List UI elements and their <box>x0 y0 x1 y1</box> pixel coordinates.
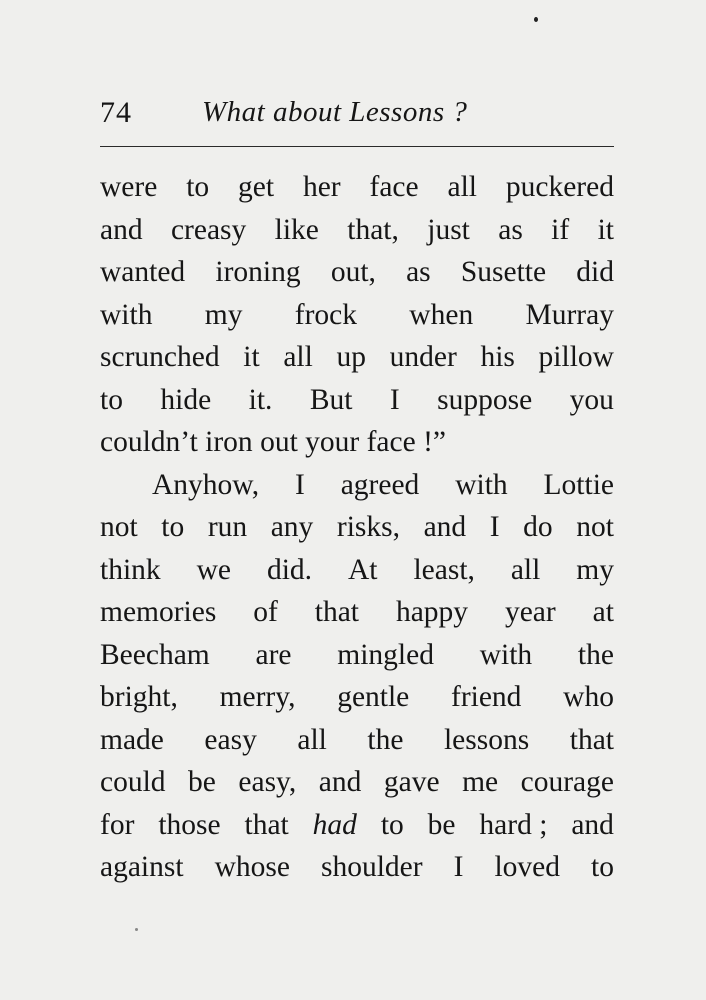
text-line <box>100 761 614 804</box>
word: easy, <box>238 766 297 798</box>
word: to <box>161 511 185 543</box>
word: face <box>369 171 419 203</box>
word: you <box>569 383 614 416</box>
word: those <box>158 808 221 841</box>
emphasis-word: had <box>312 808 357 841</box>
word: But <box>309 383 353 416</box>
word: that, <box>347 213 399 246</box>
word: all <box>510 553 541 586</box>
word: gentle <box>337 681 410 713</box>
word: your <box>305 426 360 458</box>
word: least, <box>413 553 475 586</box>
word: his <box>480 341 515 373</box>
word: that <box>244 808 289 841</box>
word: Lottie <box>543 468 614 501</box>
word: to <box>591 851 614 883</box>
word: and <box>571 808 614 841</box>
word: at <box>592 596 614 628</box>
word: the <box>367 723 404 756</box>
text-line <box>100 719 614 762</box>
word: when <box>409 298 474 331</box>
word: to <box>186 171 210 203</box>
word: think <box>100 553 161 586</box>
word: memories <box>100 596 217 628</box>
word: hide <box>160 383 212 416</box>
word: with <box>479 638 533 671</box>
word: out <box>260 426 298 458</box>
word: it. <box>248 383 273 416</box>
word: all <box>297 723 327 756</box>
word: as <box>406 256 431 288</box>
body-text <box>100 166 614 889</box>
word: to <box>100 383 123 416</box>
word: At <box>348 553 378 586</box>
word: for <box>100 808 135 841</box>
page-number: 74 <box>100 96 132 129</box>
word: merry, <box>219 681 296 713</box>
word: scrunched <box>100 341 220 373</box>
word: puckered <box>505 171 614 203</box>
word: not <box>100 511 138 543</box>
word: friend <box>451 681 522 713</box>
word: suppose <box>437 383 533 416</box>
text-line <box>100 846 614 889</box>
word: I <box>294 468 305 501</box>
word: any <box>270 511 314 543</box>
word: me <box>462 766 499 798</box>
word: her <box>302 171 341 203</box>
word: and <box>423 511 467 543</box>
word: against <box>100 851 184 883</box>
word: with <box>100 298 153 331</box>
text-line <box>100 676 614 719</box>
word: couldn’t <box>100 426 198 458</box>
word: to <box>380 808 404 841</box>
word: the <box>577 638 614 671</box>
text-line <box>100 549 614 592</box>
word: under <box>389 341 457 373</box>
word: run <box>207 511 248 543</box>
word: creasy <box>170 213 247 246</box>
word: mingled <box>337 638 434 671</box>
word: lessons <box>443 723 530 756</box>
word: were <box>100 171 158 203</box>
word: it <box>243 341 260 373</box>
word: who <box>563 681 614 713</box>
text-line <box>100 634 614 677</box>
word: did. <box>266 553 313 586</box>
word: frock <box>294 298 357 331</box>
word: be <box>188 766 216 798</box>
word: made <box>100 723 164 756</box>
word: up <box>336 341 366 373</box>
ink-speck <box>135 928 138 931</box>
word: with <box>455 468 508 501</box>
word: Susette <box>460 256 547 288</box>
word: like <box>274 213 319 246</box>
text-line <box>100 294 614 337</box>
word: hard ; <box>479 808 548 841</box>
text-line <box>100 591 614 634</box>
text-line <box>100 336 614 379</box>
word: gave <box>383 766 440 798</box>
word: Anyhow, <box>152 468 260 501</box>
word: that <box>314 596 360 628</box>
running-title: What about Lessons ? <box>202 96 468 128</box>
text-line <box>100 251 614 294</box>
word: iron <box>205 426 253 458</box>
word: Murray <box>525 298 614 331</box>
word: ironing <box>215 256 301 288</box>
word: did <box>576 256 614 288</box>
word: my <box>204 298 243 331</box>
word: bright, <box>100 681 178 713</box>
word: as <box>498 213 523 246</box>
word: courage <box>520 766 614 798</box>
word: happy <box>395 596 469 628</box>
word: easy <box>204 723 257 756</box>
word: wanted <box>100 256 186 288</box>
word: just <box>427 213 470 246</box>
word: risks, <box>336 511 400 543</box>
word: could <box>100 766 166 798</box>
text-line <box>100 166 614 209</box>
word: do <box>523 511 553 543</box>
text-line <box>100 506 614 549</box>
word: Beecham <box>100 638 210 671</box>
paragraph-start-line <box>100 464 614 507</box>
word: we <box>196 553 232 586</box>
ink-speck <box>534 17 538 22</box>
word: pillow <box>538 341 614 373</box>
word: and <box>318 766 362 798</box>
word: shoulder <box>320 851 423 883</box>
word: loved <box>494 851 560 883</box>
text-line <box>100 379 614 422</box>
word: out, <box>330 256 376 288</box>
word: I <box>453 851 464 883</box>
running-header <box>100 96 614 136</box>
word: I <box>389 383 400 416</box>
word: my <box>576 553 614 586</box>
word: whose <box>214 851 290 883</box>
word: are <box>255 638 292 671</box>
word: be <box>427 808 456 841</box>
word: I <box>489 511 500 543</box>
word: of <box>253 596 278 628</box>
text-line <box>100 804 614 847</box>
word: agreed <box>340 468 420 501</box>
word: and <box>100 213 143 246</box>
header-rule <box>100 146 614 147</box>
word: all <box>283 341 313 373</box>
word: face !” <box>366 426 446 458</box>
word: get <box>238 171 275 203</box>
word: all <box>447 171 477 203</box>
paragraph-end-line <box>100 421 614 464</box>
text-line <box>100 209 614 252</box>
word: it <box>597 213 614 246</box>
word: if <box>551 213 570 246</box>
word: not <box>576 511 614 543</box>
word: that <box>569 723 614 756</box>
word: year <box>504 596 556 628</box>
